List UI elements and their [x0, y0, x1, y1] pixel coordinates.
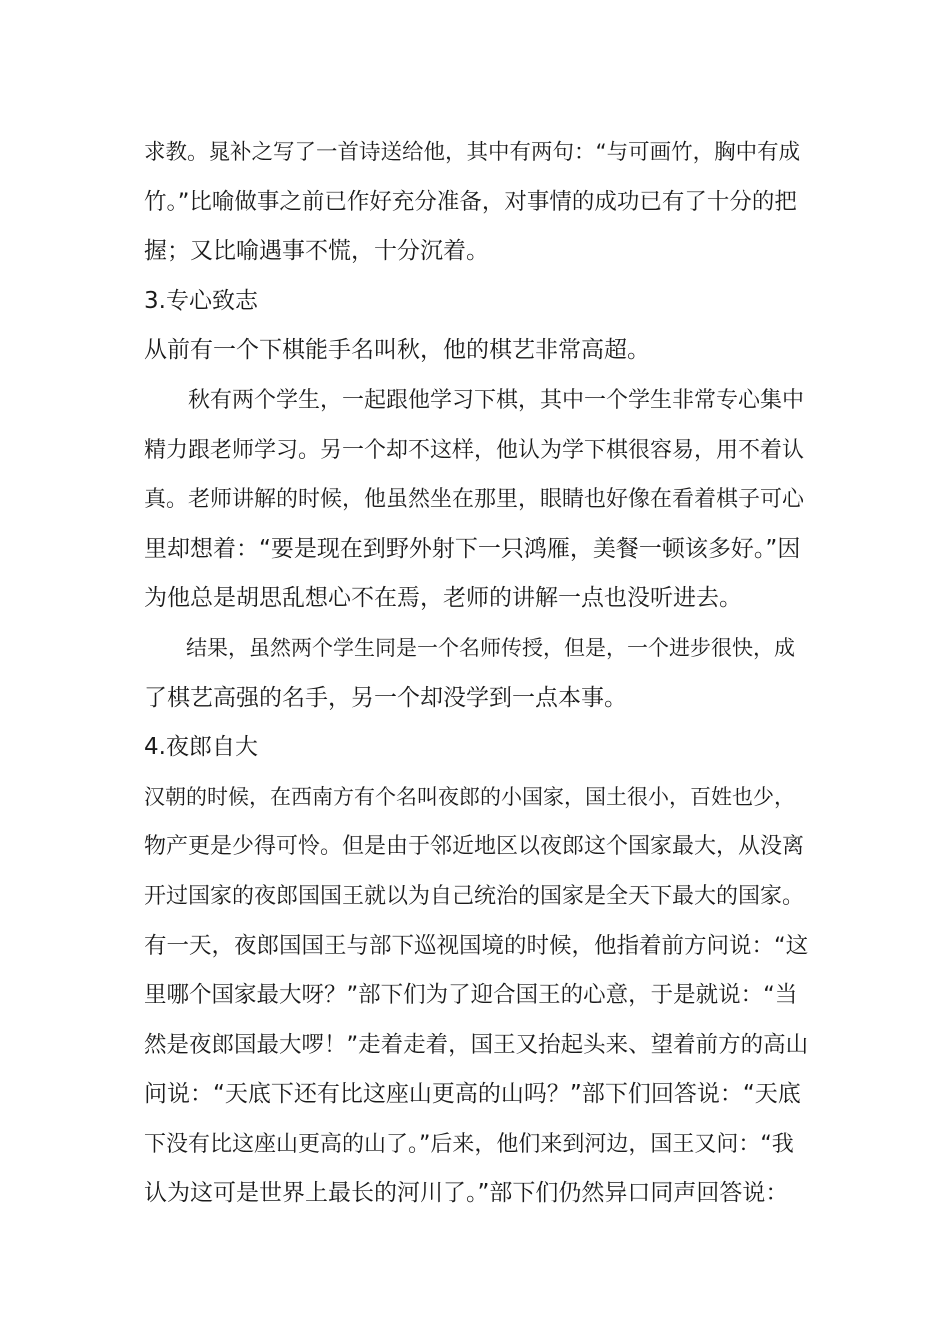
text-line: 结果，虽然两个学生同是一个名师传授，但是，一个进步很快，成: [144, 635, 795, 660]
text-line: 真。老师讲解的时候，他虽然坐在那里，眼睛也好像在看着棋子可心: [144, 487, 805, 513]
text-line: 为他总是胡思乱想心不在焉，老师的讲解一点也没听进去。: [144, 585, 742, 612]
text-line: 汉朝的时候，在西南方有个名叫夜郎的小国家，国土很小，百姓也少，: [144, 784, 795, 809]
text-line: 了棋艺高强的名手，另一个却没学到一点本事。: [144, 684, 627, 711]
text-line: 开过国家的夜郎国国王就以为自己统治的国家是全天下最大的国家。: [144, 883, 805, 909]
text-line: 然是夜郎国最大啰！”走着走着，国王又抬起头来、望着前方的高山: [144, 1031, 809, 1058]
text-line: 物产更是少得可怜。但是由于邻近地区以夜郎这个国家最大，从没离: [144, 834, 805, 860]
text-line: 有一天，夜郎国国王与部下巡视国境的时候，他指着前方问说：“这: [144, 932, 809, 959]
text-line: 竹。”比喻做事之前已作好充分准备，对事情的成功已有了十分的把: [144, 188, 797, 215]
text-line: 秋有两个学生，一起跟他学习下棋，其中一个学生非常专心集中: [144, 387, 805, 413]
text-line: 握；又比喻遇事不慌，十分沉着。: [144, 238, 489, 265]
text-line: 里哪个国家最大呀？”部下们为了迎合国王的心意，于是就说：“当: [144, 982, 798, 1009]
text-line: 下没有比这座山更高的山了。”后来，他们来到河边，国王又问：“我: [144, 1131, 794, 1157]
text-line: 从前有一个下棋能手名叫秋，他的棋艺非常高超。: [144, 337, 650, 364]
section-heading: 3.专心致志: [144, 287, 258, 314]
text-line: 问说：“天底下还有比这座山更高的山吗？”部下们回答说：“天底: [144, 1081, 801, 1108]
text-line: 精力跟老师学习。另一个却不这样，他认为学下棋很容易，用不着认: [144, 437, 805, 463]
text-line: 认为这可是世界上最长的河川了。”部下们仍然异口同声回答说：: [144, 1180, 789, 1207]
document-body: [144, 128, 808, 1219]
text-line: 求教。晁补之写了一首诗送给他，其中有两句：“与可画竹，胸中有成: [144, 140, 801, 165]
section-heading: 4.夜郎自大: [144, 734, 258, 761]
text-line: 里却想着：“要是现在到野外射下一只鸿雁，美餐一顿该多好。”因: [144, 535, 801, 562]
